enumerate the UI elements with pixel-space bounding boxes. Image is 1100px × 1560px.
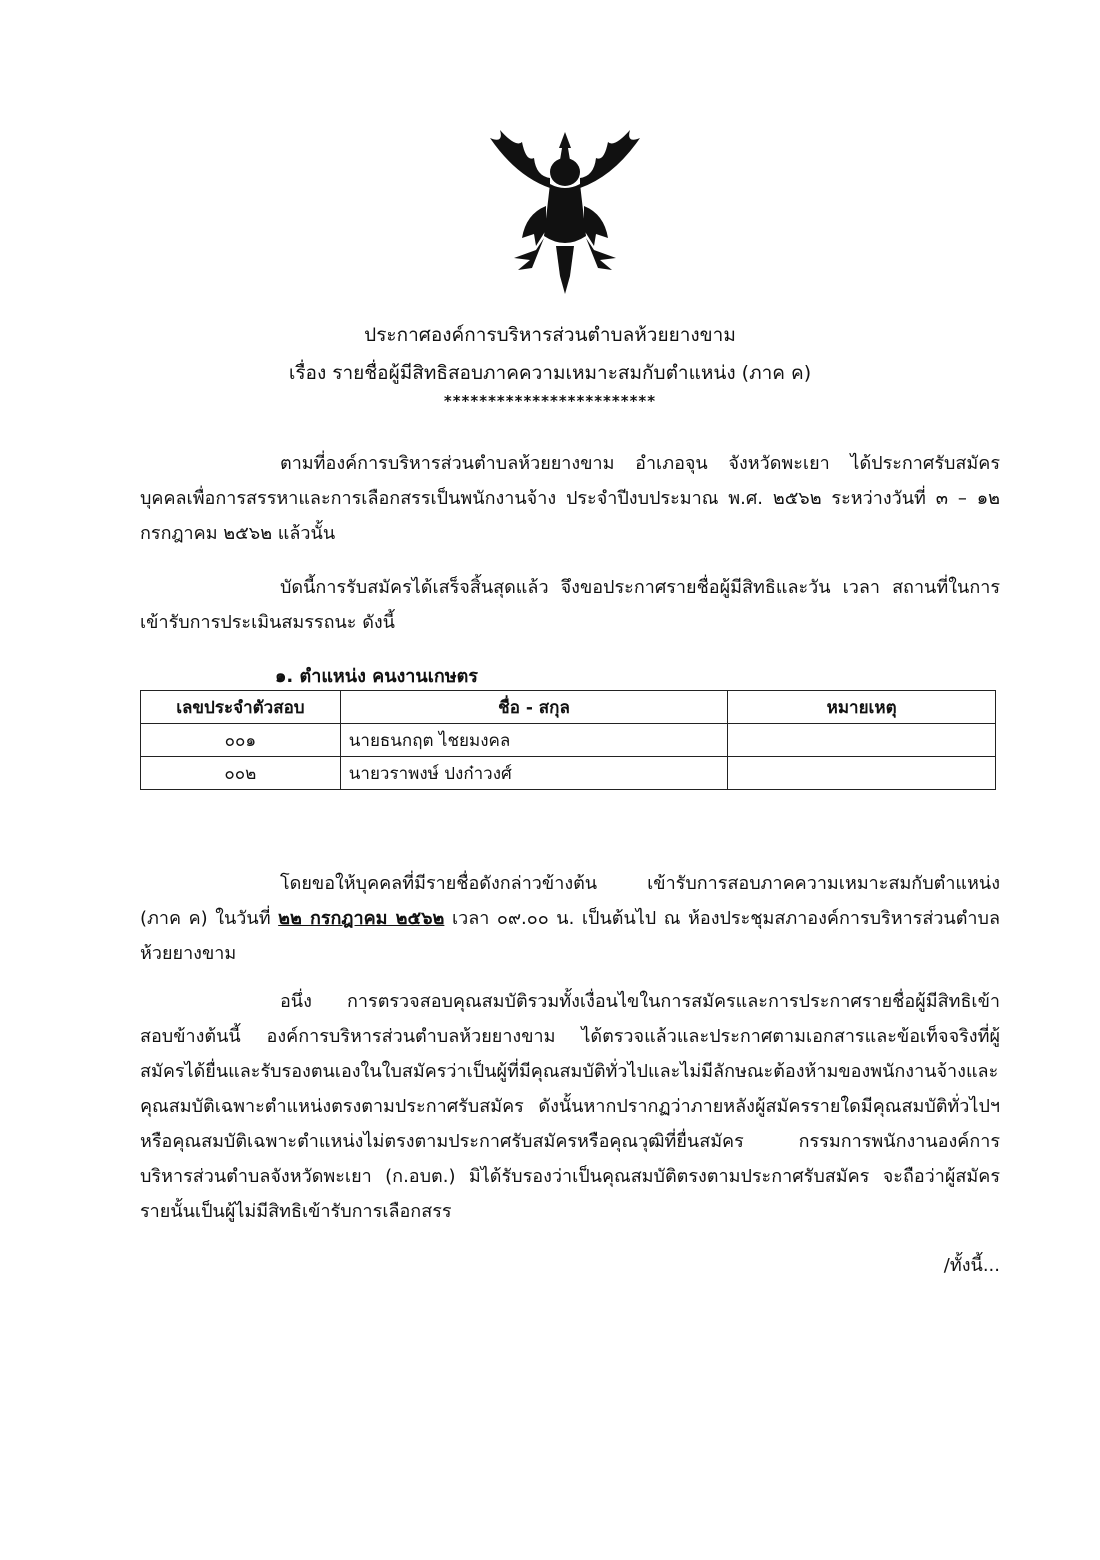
paragraph-announcement-text: บัดนี้การรับสมัครได้เสร็จสิ้นสุดแล้ว จึงขอประกาศรายชื่อผู้มีสิทธิและวัน เวลา สถานที่ในการเข้ารับการประเมินสมรรถนะ ดังนี้	[140, 577, 1000, 633]
column-header-remark: หมายเหตุ	[728, 691, 996, 724]
paragraph-eligibility	[140, 984, 1000, 1229]
star-divider: ************************	[443, 392, 657, 410]
table-row	[141, 757, 996, 790]
announcement-title: ประกาศองค์การบริหารส่วนตำบลห้วยยางขาม	[364, 324, 736, 346]
paragraph-recruitment	[140, 446, 1000, 551]
remark-cell	[728, 724, 996, 757]
exam-schedule-text-start: โดยขอให้บุคคลที่มีรายชื่อดังกล่าวข้างต้น เข้ารับการสอบภาคความเหมาะสมกับตำแหน่ง (ภาค ค) ในวันที่	[140, 873, 1000, 929]
name-cell: นายวราพงษ์ ปงก๋าวงศ์	[340, 757, 727, 790]
column-header-name: ชื่อ - สกุล	[340, 691, 727, 724]
continuation-marker: /ทั้งนี้...	[943, 1255, 1000, 1276]
paragraph-exam-schedule	[140, 866, 1000, 971]
exam-id-cell: ๐๐๑	[141, 724, 341, 757]
paragraph-eligibility-text: อนึ่ง การตรวจสอบคุณสมบัติรวมทั้งเงื่อนไขในการสมัครและการประกาศรายชื่อผู้มีสิทธิเข้าสอบข้างต้นนี้ องค์การบริหารส่วนตำบลห้วยยางขาม ได้ตรวจแล้วและประกาศตามเอกสารและข้อเท็จจริงที่ผู้สมัครได้ยื่นและรับรองตนเองในใบสมัครว่าเป็นผู้ที่มีคุณสมบัติทั่วไปและไม่มีลักษณะต้องห้ามของพนักงานจ้างและคุณสมบัติเฉพาะตำแหน่งตรงตามประกาศรับสมัคร ดังนั้นหากปรากฏว่าภายหลังผู้สมัครรายใดมีคุณสมบัติทั่วไปฯ หรือคุณสมบัติเฉพาะตำแหน่งไม่ตรงตามประกาศรับสมัครหรือคุณวุฒิที่ยื่นสมัคร กรรมการพนักงานองค์การบริหารส่วนตำบลจังหวัดพะเยา (ก.อบต.) มิได้รับรองว่าเป็นคุณสมบัติตรงตามประกาศรับสมัคร จะถือว่าผู้สมัครรายนั้นเป็นผู้ไม่มีสิทธิเข้ารับการเลือกสรร	[140, 991, 1000, 1222]
paragraph-announcement	[140, 570, 1000, 640]
exam-date: ๒๒ กรกฎาคม ๒๕๖๒	[278, 908, 445, 929]
table-row	[141, 724, 996, 757]
candidate-table	[140, 690, 996, 790]
announcement-subject: เรื่อง รายชื่อผู้มีสิทธิสอบภาคความเหมาะสมกับตำแหน่ง (ภาค ค)	[288, 362, 812, 384]
exam-schedule-text-end: เวลา ๐๙.๐๐ น. เป็นต้นไป ณ ห้องประชุมสภาองค์การบริหารส่วนตำบลห้วยยางขาม	[140, 908, 1000, 964]
remark-cell	[728, 757, 996, 790]
garuda-emblem-icon	[470, 118, 660, 298]
table-header-row	[141, 691, 996, 724]
paragraph-recruitment-text: ตามที่องค์การบริหารส่วนตำบลห้วยยางขาม อำเภอจุน จังหวัดพะเยา ได้ประกาศรับสมัครบุคคลเพื่อการสรรหาและการเลือกสรรเป็นพนักงานจ้าง ประจำปีงบประมาณ พ.ศ. ๒๕๖๒ ระหว่างวันที่ ๓ – ๑๒ กรกฎาคม ๒๕๖๒ แล้วนั้น	[140, 453, 1000, 544]
column-header-exam-id: เลขประจำตัวสอบ	[141, 691, 341, 724]
exam-id-cell: ๐๐๒	[141, 757, 341, 790]
name-cell: นายธนกฤต ไชยมงคล	[340, 724, 727, 757]
section-title: ๑. ตำแหน่ง คนงานเกษตร	[275, 666, 478, 687]
